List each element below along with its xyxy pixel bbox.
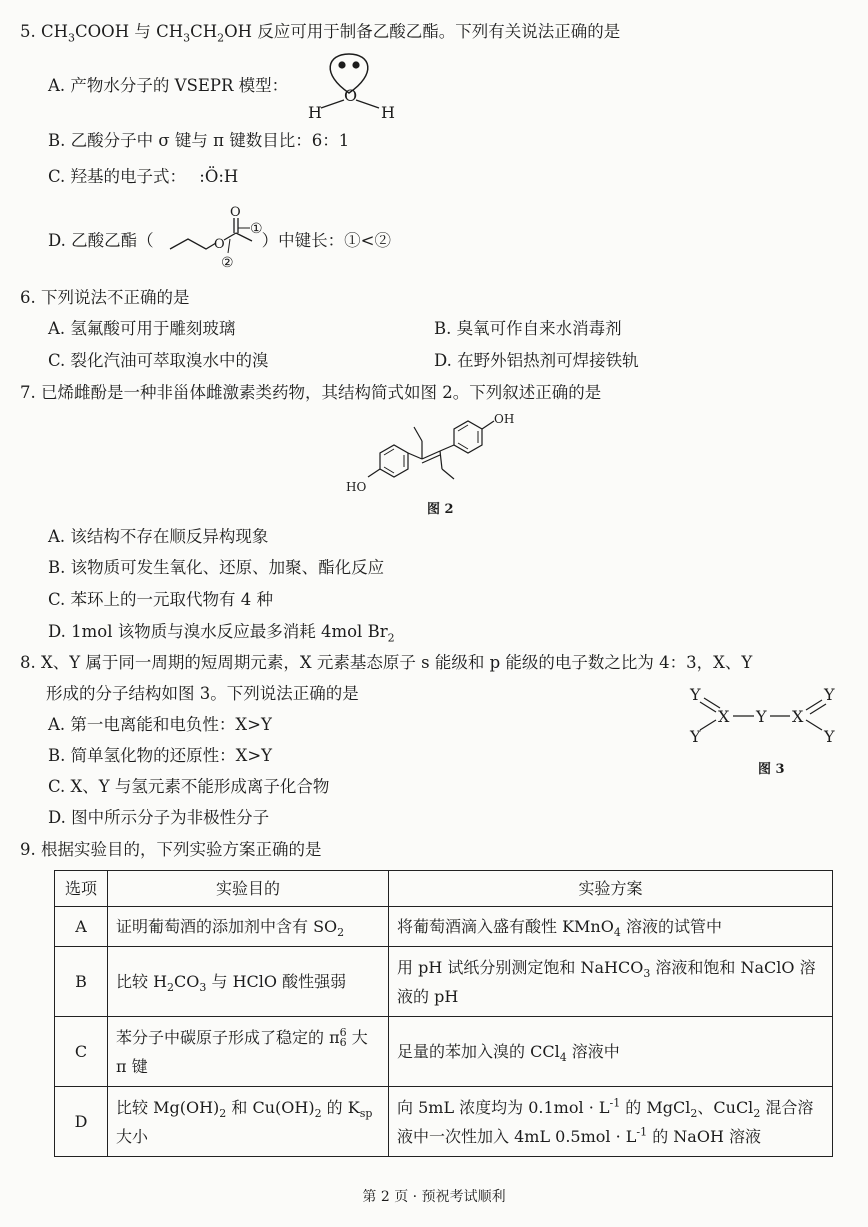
page-footer: 第 2 页 · 预祝考试顺利 xyxy=(362,1189,506,1205)
svg-text:X: X xyxy=(718,707,730,726)
q5-option-d: D. 乙酸乙酯（ ）中键长：①<② xyxy=(48,231,391,250)
q8-stem-line1: 8. X、Y 属于同一周期的短周期元素，X 元素基态原子 s 能级和 p 能级的电子数之比为 4：3，X、Y xyxy=(20,653,753,672)
diethylstilbestrol-structure-figure xyxy=(344,405,534,500)
q6-option-a: A. 氢氟酸可用于雕刻玻璃 xyxy=(48,319,236,338)
svg-text:X: X xyxy=(792,707,804,726)
q8-option-b: B. 简单氢化物的还原性：X>Y xyxy=(48,746,273,765)
header-option: 选项 xyxy=(55,871,108,907)
q7-option-b: B. 该物质可发生氧化、还原、加聚、酯化反应 xyxy=(48,558,385,577)
svg-text:Y: Y xyxy=(690,685,701,704)
q5-option-a: A. 产物水分子的 VSEPR 模型： xyxy=(48,76,289,95)
row-b-plan: 用 pH 试纸分别测定饱和 NaHCO$_3$ 溶液和饱和 NaClO 溶液的 pH xyxy=(389,947,833,1017)
q8-option-c: C. X、Y 与氢元素不能形成离子化合物 xyxy=(48,777,330,796)
row-a-plan: 将葡萄酒滴入盛有酸性 KMnO$_4$ 溶液的试管中 xyxy=(389,907,833,947)
table-row xyxy=(55,947,833,1017)
figure-3-caption: 图 3 xyxy=(758,762,785,777)
row-a-id: A xyxy=(55,907,108,947)
svg-text:H: H xyxy=(381,103,395,122)
svg-text:①: ① xyxy=(250,221,263,237)
q8-option-d: D. 图中所示分子为非极性分子 xyxy=(48,808,270,827)
figure-2-caption: 图 2 xyxy=(427,502,454,517)
water-vsepr-figure xyxy=(303,50,403,125)
header-plan: 实验方案 xyxy=(389,871,833,907)
row-c-plan: 足量的苯加入溴的 CCl$_4$ 溶液中 xyxy=(389,1017,833,1087)
table-header-row xyxy=(55,871,833,907)
q5-option-b: B. 乙酸分子中 σ 键与 π 键数目比：6：1 xyxy=(48,131,350,150)
svg-text:OH: OH xyxy=(494,412,515,426)
row-b-purpose: 比较 $H_2CO_3$ 与 HClO 酸性强弱 xyxy=(108,947,389,1017)
q6-option-b: B. 臭氧可作自来水消毒剂 xyxy=(434,319,622,338)
svg-text:HO: HO xyxy=(346,480,367,494)
svg-text:Y: Y xyxy=(824,685,835,704)
row-d-purpose: 比较 $Mg(OH)_2$ 和 $Cu(OH)_2$ 的 $K_{sp}$ 大小 xyxy=(108,1087,389,1157)
row-c-purpose: 苯分子中碳原子形成了稳定的 π 6 6 大 π 键 xyxy=(108,1017,389,1087)
row-a-purpose: 证明葡萄酒的添加剂中含有 $SO_2$ xyxy=(108,907,389,947)
q7-stem: 7. 已烯雌酚是一种非甾体雌激素类药物，其结构简式如图 2。下列叙述正确的是 xyxy=(20,383,602,402)
xy-molecule-figure xyxy=(686,680,846,750)
table-row xyxy=(55,907,833,947)
q8-stem-line2: 形成的分子结构如图 3。下列说法正确的是 xyxy=(46,684,359,703)
q9-stem: 9. 根据实验目的，下列实验方案正确的是 xyxy=(20,840,322,859)
svg-text:O: O xyxy=(344,86,358,105)
q5-option-c: C. 羟基的电子式： :Ö:H xyxy=(48,167,239,186)
row-c-id: C xyxy=(55,1017,108,1087)
svg-text:Y: Y xyxy=(690,727,701,746)
q6-option-d: D. 在野外铝热剂可焊接铁轨 xyxy=(434,351,639,370)
q6-stem: 6. 下列说法不正确的是 xyxy=(20,288,190,307)
row-d-plan: 向 5mL 浓度均为 $0.1mol \cdot L^{-1}$ 的 MgCl$_2$、CuCl$_2$ 混合溶液中一次性加入 4mL $0.5mol \cdot L^{-1}$ 的 NaOH 溶液 xyxy=(389,1087,833,1157)
row-b-id: B xyxy=(55,947,108,1017)
header-purpose: 实验目的 xyxy=(108,871,389,907)
q7-option-c: C. 苯环上的一元取代物有 4 种 xyxy=(48,590,274,609)
svg-text:O: O xyxy=(214,237,225,252)
svg-text:H: H xyxy=(308,103,322,122)
q8-option-a: A. 第一电离能和电负性：X>Y xyxy=(48,715,272,734)
table-row xyxy=(55,1087,833,1157)
table-row xyxy=(55,1017,833,1087)
q6-option-c: C. 裂化汽油可萃取溴水中的溴 xyxy=(48,351,269,370)
experiment-table xyxy=(54,870,833,1157)
svg-text:O: O xyxy=(230,205,241,220)
ethyl-acetate-figure xyxy=(164,203,280,275)
svg-text:②: ② xyxy=(221,255,234,271)
hydroxyl-electron-formula: :Ö:H xyxy=(199,167,239,186)
q5-stem: 5. $CH_3COOH$ 与 $CH_3CH_2OH$ 反应可用于制备乙酸乙酯。下列有关说法正确的是 xyxy=(20,22,621,45)
svg-text:Y: Y xyxy=(824,727,835,746)
svg-text:Y: Y xyxy=(756,707,767,726)
q7-option-d: D. 1mol 该物质与溴水反应最多消耗 4mol $Br_2$ xyxy=(48,622,395,645)
q7-option-a: A. 该结构不存在顺反异构现象 xyxy=(48,527,269,546)
row-d-id: D xyxy=(55,1087,108,1157)
